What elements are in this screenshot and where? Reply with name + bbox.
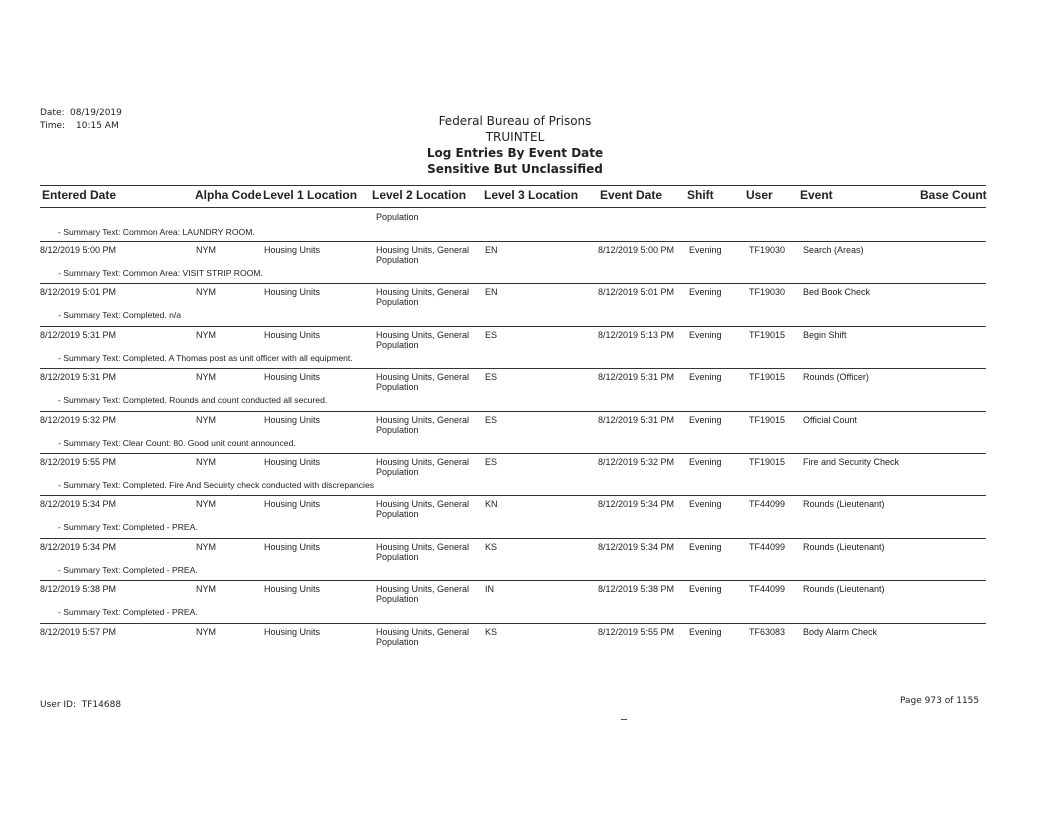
agency-title: Federal Bureau of Prisons [438,114,592,128]
cell-level1-location: Housing Units [264,372,321,382]
cell-event: Official Count [803,415,857,425]
cell-shift: Evening [689,287,722,297]
row-separator [40,241,986,242]
row-separator [40,411,986,412]
cell-user: TF19015 [749,457,786,467]
cell-shift: Evening [689,245,722,255]
cell-alpha-code: NYM [196,457,216,467]
col-event: Event [800,188,833,202]
cell-alpha-code: NYM [196,415,216,425]
col-user: User [746,188,773,202]
row-separator [40,283,986,284]
cell-level1-location: Housing Units [264,245,321,255]
cell-entered-date: 8/12/2019 5:57 PM [40,627,117,637]
cell-level1-location: Housing Units [264,457,321,467]
table-header [40,187,986,205]
summary-text: - Summary Text: Completed - PREA. [58,607,198,617]
cell-level3-location: ES [485,457,498,467]
cell-event: Rounds (Lieutenant) [803,584,885,594]
cell-level3-location: KS [485,627,498,637]
cell-shift: Evening [689,415,722,425]
col-base-count: Base Count [920,188,987,202]
cell-level2-location: Housing Units, General Population [376,457,470,477]
report-time: Time: 10:15 AM [40,121,119,131]
cell-entered-date: 8/12/2019 5:32 PM [40,415,117,425]
cell-user: TF44099 [749,584,786,594]
cell-level2-location: Housing Units, General Population [376,372,470,392]
cell-level2-location: Housing Units, General Population [376,542,470,562]
cell-level1-location: Housing Units [264,627,321,637]
cell-event-date: 8/12/2019 5:13 PM [598,330,675,340]
summary-text: - Summary Text: Completed - PREA. [58,522,198,532]
cell-level1-location: Housing Units [264,415,321,425]
row-separator [40,326,986,327]
cell-level3-location: EN [485,287,498,297]
row-separator [40,623,986,624]
cell-entered-date: 8/12/2019 5:34 PM [40,499,117,509]
cell-level3-location: ES [485,330,498,340]
cell-shift: Evening [689,457,722,467]
cell-alpha-code: NYM [196,627,216,637]
cell-level3-location: ES [485,372,498,382]
summary-text: - Summary Text: Completed. Fire And Secuirty check conducted with discrepancies [58,480,375,490]
cell-entered-date: 8/12/2019 5:31 PM [40,372,117,382]
carryover-fragment: Population [376,212,419,222]
cell-entered-date: 8/12/2019 5:00 PM [40,245,117,255]
classification-title: Sensitive But Unclassified [427,162,603,176]
summary-text: - Summary Text: Clear Count: 80. Good unit count announced. [58,438,296,448]
col-shift: Shift [687,188,714,202]
row-separator [40,580,986,581]
cell-user: TF63083 [749,627,786,637]
cell-shift: Evening [689,372,722,382]
cell-level2-location: Housing Units, General Population [376,584,470,604]
summary-text: - Summary Text: Completed. n/a [58,310,182,320]
cell-shift: Evening [689,542,722,552]
cell-alpha-code: NYM [196,372,216,382]
cell-shift: Evening [689,330,722,340]
page-number: Page 973 of 1155 [900,696,980,706]
row-separator [40,453,986,454]
cell-user: TF44099 [749,542,786,552]
cell-shift: Evening [689,627,722,637]
cell-user: TF19015 [749,330,786,340]
cell-user: TF44099 [749,499,786,509]
cell-alpha-code: NYM [196,245,216,255]
col-event-date: Event Date [600,188,663,202]
report-title-block [360,113,670,177]
cell-shift: Evening [689,584,722,594]
cell-level1-location: Housing Units [264,499,321,509]
cell-entered-date: 8/12/2019 5:55 PM [40,457,117,467]
cell-event: Rounds (Officer) [803,372,869,382]
cell-event-date: 8/12/2019 5:31 PM [598,415,675,425]
summary-text: - Summary Text: Completed - PREA. [58,565,198,575]
cell-user: TF19030 [749,287,786,297]
summary-text: - Summary Text: Common Area: VISIT STRIP ROOM. [58,268,263,278]
cell-level2-location: Housing Units, General Population [376,330,470,350]
col-level3-location: Level 3 Location [484,188,579,202]
cell-level2-location: Housing Units, General Population [376,499,470,519]
cell-event-date: 8/12/2019 5:00 PM [598,245,675,255]
cell-level2-location: Housing Units, General Population [376,245,470,265]
cell-alpha-code: NYM [196,499,216,509]
cell-level2-location: Housing Units, General Population [376,287,470,307]
cell-level1-location: Housing Units [264,287,321,297]
cell-event: Rounds (Lieutenant) [803,499,885,509]
summary-text: - Summary Text: Completed. A Thomas post as unit officer with all equipment. [58,353,353,363]
cell-user: TF19015 [749,372,786,382]
header-bottom-rule [40,207,986,208]
summary-text: - Summary Text: Completed. Rounds and count conducted all secured. [58,395,328,405]
col-level1-location: Level 1 Location [263,188,358,202]
cell-alpha-code: NYM [196,542,216,552]
cell-event: Rounds (Lieutenant) [803,542,885,552]
cell-event: Fire and Security Check [803,457,900,467]
cell-level3-location: KS [485,542,498,552]
col-alpha-code: Alpha Code [195,188,262,202]
cell-entered-date: 8/12/2019 5:01 PM [40,287,117,297]
cell-shift: Evening [689,499,722,509]
cell-event: Body Alarm Check [803,627,878,637]
cell-entered-date: 8/12/2019 5:34 PM [40,542,117,552]
row-separator [40,495,986,496]
cell-user: TF19030 [749,245,786,255]
col-level2-location: Level 2 Location [372,188,467,202]
cell-event: Begin Shift [803,330,847,340]
footer-user-id: User ID: TF14688 [40,700,122,710]
cell-event-date: 8/12/2019 5:38 PM [598,584,675,594]
cell-event-date: 8/12/2019 5:34 PM [598,542,675,552]
cell-level1-location: Housing Units [264,542,321,552]
report-date: Date: 08/19/2019 [40,108,122,118]
cell-level2-location: Housing Units, General Population [376,627,470,647]
cell-level3-location: EN [485,245,498,255]
cell-event-date: 8/12/2019 5:34 PM [598,499,675,509]
header-top-rule [40,185,986,186]
cell-event-date: 8/12/2019 5:55 PM [598,627,675,637]
cell-level2-location: Housing Units, General Population [376,415,470,435]
cell-event-date: 8/12/2019 5:01 PM [598,287,675,297]
cell-level3-location: IN [485,584,494,594]
cell-level3-location: ES [485,415,498,425]
cell-event-date: 8/12/2019 5:31 PM [598,372,675,382]
cell-event-date: 8/12/2019 5:32 PM [598,457,675,467]
cell-alpha-code: NYM [196,330,216,340]
cell-alpha-code: NYM [196,287,216,297]
carryover-summary: - Summary Text: Common Area: LAUNDRY ROOM. [58,227,255,237]
col-entered-date: Entered Date [42,188,117,202]
cell-level1-location: Housing Units [264,330,321,340]
cell-entered-date: 8/12/2019 5:38 PM [40,584,117,594]
cell-entered-date: 8/12/2019 5:31 PM [40,330,117,340]
row-separator [40,538,986,539]
cell-alpha-code: NYM [196,584,216,594]
cell-level1-location: Housing Units [264,584,321,594]
cell-user: TF19015 [749,415,786,425]
cell-event: Bed Book Check [803,287,871,297]
report-title: Log Entries By Event Date [426,146,604,160]
system-title: TRUINTEL [485,130,545,144]
row-separator [40,368,986,369]
cell-event: Search (Areas) [803,245,864,255]
cell-level3-location: KN [485,499,498,509]
scan-mark [621,719,627,720]
